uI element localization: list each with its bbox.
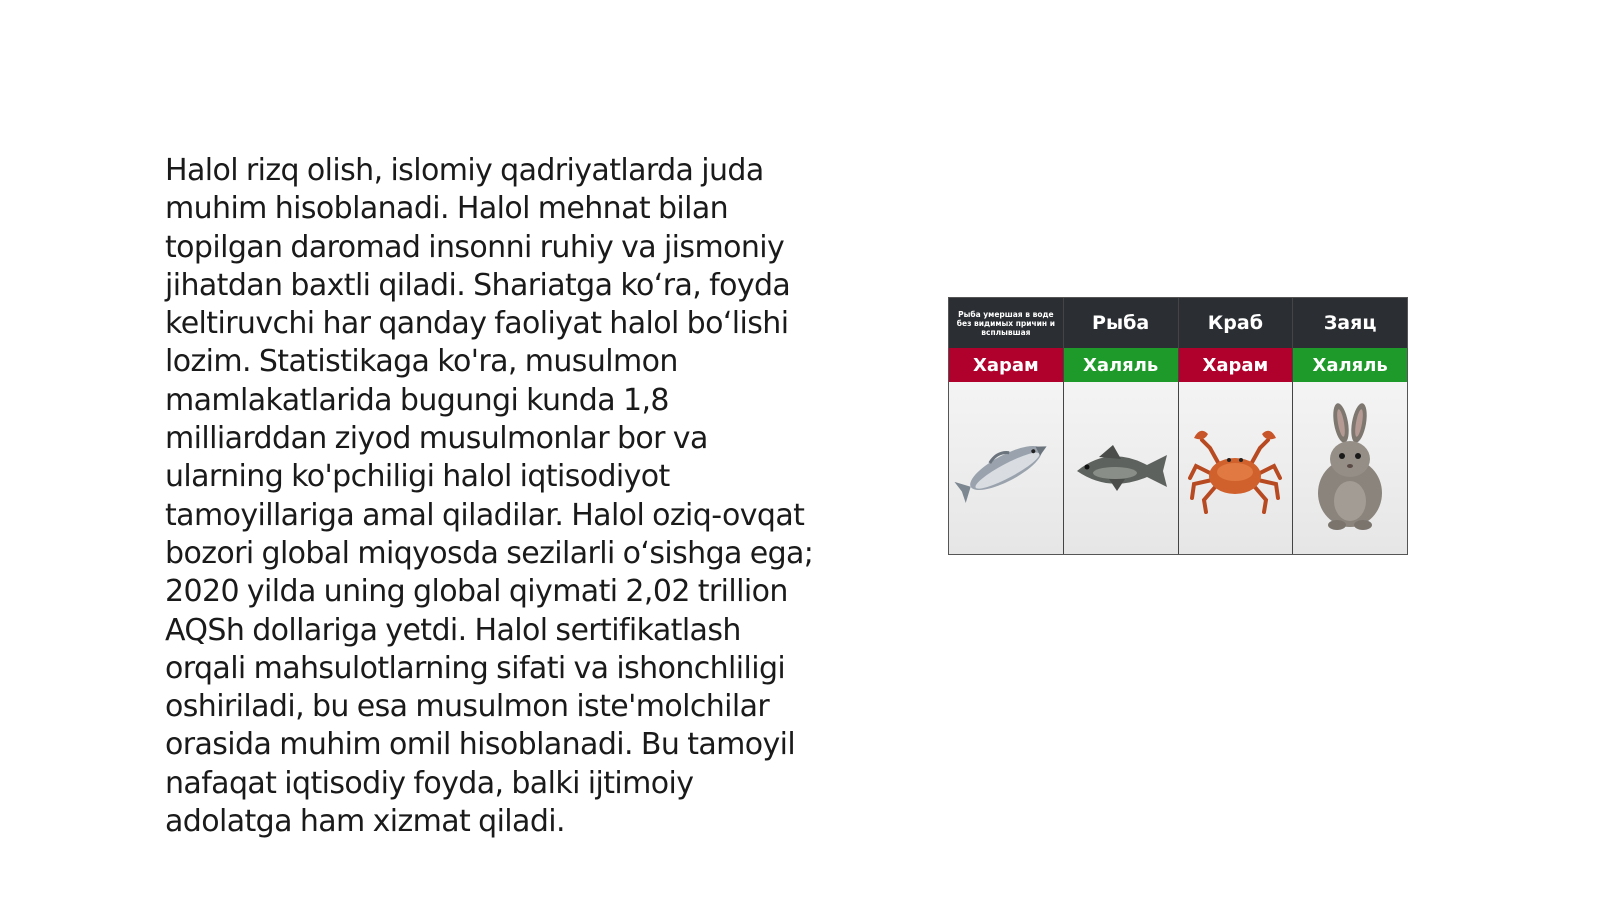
- paragraph-line: 2020 yilda uning global qiymati 2,02 trillion: [165, 574, 788, 610]
- verdict-haram: Харам: [1179, 348, 1293, 382]
- column-header: Заяц: [1293, 298, 1407, 348]
- paragraph-line: AQSh dollariga yetdi. Halol sertifikatlash: [165, 612, 741, 648]
- paragraph-line: mamlakatlarida bugungi kunda 1,8: [165, 382, 669, 418]
- paragraph-line: tamoyillariga amal qiladilar. Halol oziq-ovqat: [165, 497, 805, 533]
- paragraph-line: keltiruvchi har qanday faoliyat halol boʻlishi: [165, 306, 789, 342]
- column-header: Рыба: [1064, 298, 1178, 348]
- paragraph-line: topilgan daromad insonni ruhiy va jismoniy: [165, 229, 785, 265]
- dead-fish-icon: [954, 423, 1058, 513]
- table-column-rabbit: [1293, 298, 1407, 554]
- paragraph-line: Halol rizq olish, islomiy qadriyatlarda juda: [165, 153, 764, 188]
- paragraph-line: nafaqat iqtisodiy foyda, balki ijtimoiy: [165, 765, 694, 801]
- table-column-crab: [1179, 298, 1294, 554]
- verdict-halal: Халяль: [1293, 348, 1407, 382]
- crab-icon: [1182, 418, 1288, 518]
- paragraph-line: bozori global miqyosda sezilarli oʻsishga ega;: [165, 535, 814, 571]
- column-picture: [1179, 382, 1293, 554]
- body-paragraph: [165, 152, 855, 841]
- paragraph-line: muhim hisoblanadi. Halol mehnat bilan: [165, 191, 729, 227]
- paragraph-line: milliarddan ziyod musulmonlar bor va: [165, 421, 708, 457]
- halal-haram-table-image: [949, 298, 1407, 554]
- paragraph-line: lozim. Statistikaga ko'ra, musulmon: [165, 344, 678, 380]
- column-picture: [1064, 382, 1178, 554]
- verdict-halal: Халяль: [1064, 348, 1178, 382]
- verdict-haram: Харам: [949, 348, 1063, 382]
- paragraph-line: adolatga ham xizmat qiladi.: [165, 804, 565, 840]
- paragraph-line: oshiriladi, bu esa musulmon iste'molchilar: [165, 689, 770, 725]
- paragraph-line: jihatdan baxtli qiladi. Shariatga koʻra, foyda: [165, 267, 791, 303]
- table-column-fish: [1064, 298, 1179, 554]
- rabbit-icon: [1305, 403, 1395, 533]
- paragraph-line: orqali mahsulotlarning sifati va ishonchliligi: [165, 650, 786, 686]
- column-header: Краб: [1179, 298, 1293, 348]
- column-picture: [949, 382, 1063, 554]
- fish-icon: [1069, 433, 1173, 503]
- column-header: Рыба умершая в воде без видимых причин и всплывшая: [949, 298, 1063, 348]
- paragraph-line: ularning ko'pchiligi halol iqtisodiyot: [165, 459, 670, 495]
- column-picture: [1293, 382, 1407, 554]
- table-column-dead-fish: [949, 298, 1064, 554]
- paragraph-line: orasida muhim omil hisoblanadi. Bu tamoyil: [165, 727, 796, 763]
